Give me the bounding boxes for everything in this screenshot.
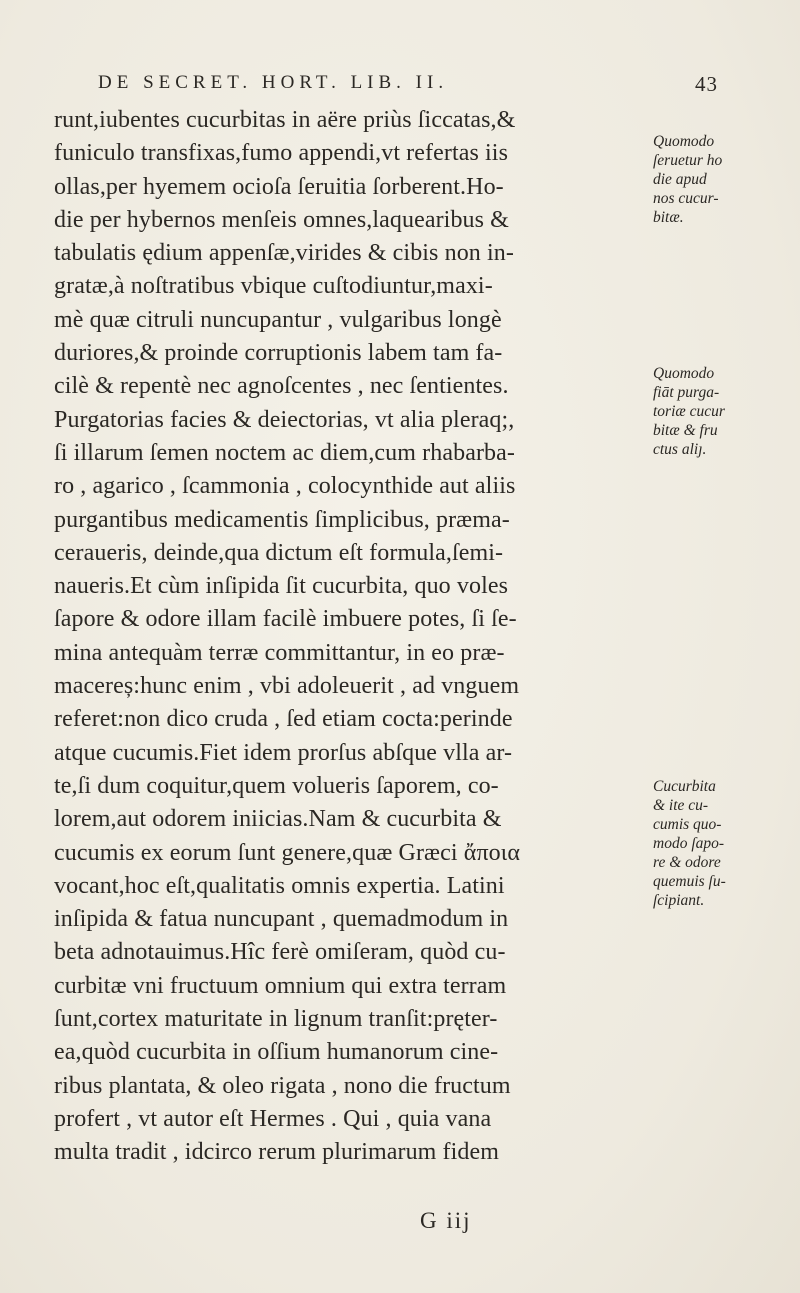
text-line: cilè & repentè nec agnoſcentes , nec ſentientes. <box>54 373 509 400</box>
text-line: die per hybernos menſeis omnes,laquearibus & <box>54 206 509 233</box>
text-line: funiculo transfixas,fumo appendi,vt refertas iis <box>54 140 509 167</box>
text-line: te,ſi dum coquitur,quem volueris ſaporem, co- <box>54 772 499 799</box>
text-line: referet:non dico cruda , ſed etiam cocta:perinde <box>54 706 513 733</box>
margin-note-line: nos cucur- <box>653 190 719 207</box>
text-line: inſipida & fatua nuncupant , quemadmodum in <box>54 906 509 933</box>
text-line: curbitæ vni fructuum omnium qui extra terram <box>54 972 507 999</box>
margin-note-line: cumis quo- <box>653 816 722 833</box>
text-line: mina antequàm terræ committantur, in eo præ- <box>54 639 505 666</box>
text-line: multa tradit , idcirco rerum plurimarum fidem <box>54 1139 500 1166</box>
text-line: macereș:hunc enim , vbi adoleuerit , ad vnguem <box>54 673 520 700</box>
text-line: duriores,& proinde corruptionis labem tam fa- <box>54 340 503 367</box>
text-line: tabulatis ędium appenſæ,virides & cibis non in- <box>54 240 514 267</box>
text-line: lorem,aut odorem iniicias.Nam & cucurbita & <box>54 806 502 833</box>
text-line: ſapore & odore illam facilè imbuere potes, ſi ſe- <box>54 606 517 633</box>
page-header <box>98 72 718 102</box>
margin-note-line: ctus aliȷ. <box>653 441 707 458</box>
margin-note-line: bitæ. <box>653 209 684 226</box>
margin-note-line: fiāt purga- <box>653 384 720 401</box>
text-line: beta adnotauimus.Hîc ferè omiſeram, quòd cu- <box>54 939 506 966</box>
margin-note-line: ſcipiant. <box>653 892 705 909</box>
text-line: Purgatorias facies & deiectorias, vt alia pleraq;, <box>54 406 515 433</box>
text-line: vocant,hoc eſt,qualitatis omnis expertia. Latini <box>54 872 505 899</box>
margin-note-line: quemuis ſu- <box>653 873 726 890</box>
margin-note-line: Quomodo <box>653 133 715 150</box>
margin-note-flavour <box>653 777 773 910</box>
text-line: naueris.Et cùm inſipida ſit cucurbita, quo voles <box>54 573 509 600</box>
text-line: profert , vt autor eſt Hermes . Qui , quia vana <box>54 1105 492 1132</box>
margin-note-purgative <box>653 364 773 459</box>
margin-note-line: die apud <box>653 171 707 188</box>
text-line: ea,quòd cucurbita in oſſium humanorum cine- <box>54 1039 499 1066</box>
margin-note-line: bitæ & fru <box>653 422 718 439</box>
text-line: ſi illarum ſemen noctem ac diem,cum rhabarba- <box>54 439 515 466</box>
margin-note-line: Quomodo <box>653 365 715 382</box>
text-line: cucumis ex eorum ſunt genere,quæ Græci ἄποια <box>54 839 521 866</box>
margin-note-line: ſeruetur ho <box>653 152 723 169</box>
running-title: DE SECRET. HORT. LIB. II. <box>98 72 449 93</box>
text-line: ſunt,cortex maturitate in lignum tranſit:pręter- <box>54 1006 498 1033</box>
margin-note-line: toriæ cucur <box>653 403 725 420</box>
page-number: 43 <box>695 72 718 96</box>
text-line: runt,iubentes cucurbitas in aëre priùs ſiccatas,& <box>54 107 516 133</box>
text-line: mè quæ citruli nuncupantur , vulgaribus longè <box>54 306 502 333</box>
signature-mark: G iij <box>420 1208 472 1233</box>
text-line: ro , agarico , ſcammonia , colocynthide aut aliis <box>54 473 516 500</box>
text-line: ceraueris, deinde,qua dictum eſt formula,ſemi- <box>54 539 504 566</box>
text-line: atque cucumis.Fiet idem prorſus abſque vlla ar- <box>54 739 513 766</box>
margin-note-line: re & odore <box>653 854 721 871</box>
margin-note-line: Cucurbita <box>653 778 716 795</box>
text-line: purgantibus medicamentis ſimplicibus, præma- <box>54 506 510 533</box>
margin-note-storage <box>653 132 773 227</box>
main-text-block <box>54 104 640 1170</box>
margin-note-line: & ite cu- <box>653 797 709 814</box>
margin-note-line: modo ſapo- <box>653 835 725 852</box>
text-line: gratæ,à noſtratibus vbique cuſtodiuntur,maxi- <box>54 273 493 300</box>
text-line: ollas,per hyemem ocioſa ſeruitia ſorberent.Ho- <box>54 173 504 200</box>
text-line: ribus plantata, & oleo rigata , nono die fructum <box>54 1072 511 1099</box>
